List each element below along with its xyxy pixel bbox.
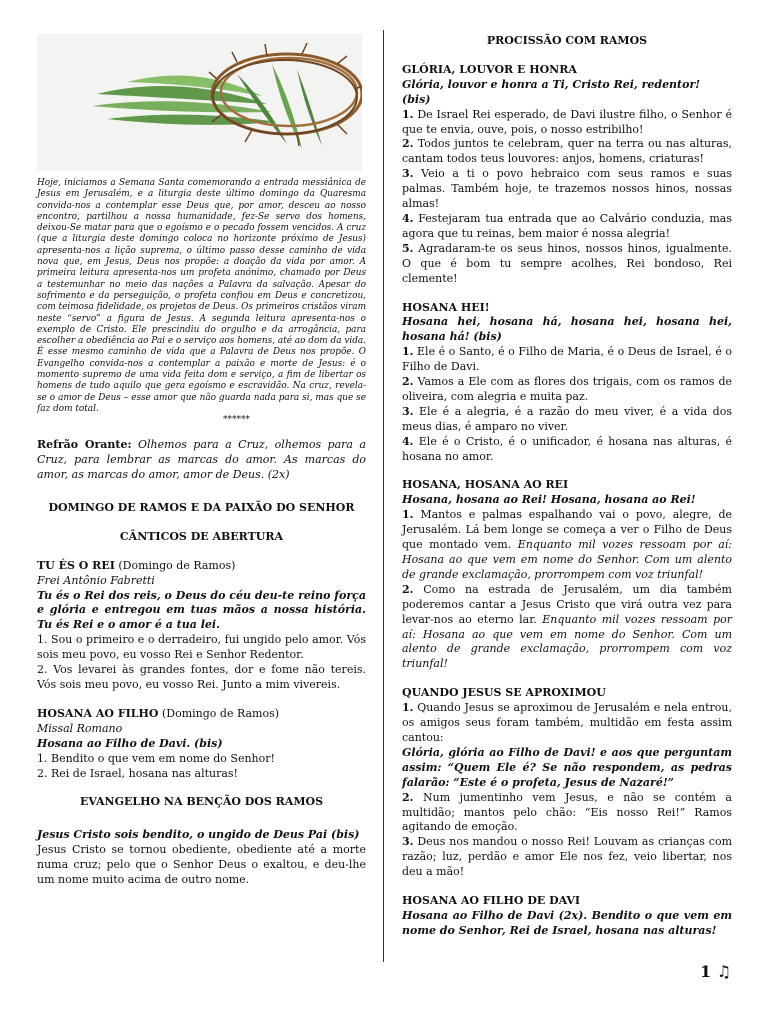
page-number-text: 1 [700,962,712,981]
verse-number: 2. [402,582,414,596]
verse-text: Mantos e palmas espalhando vai o povo, alegre, de Jerusalém. Lá bem longe se começa a ver o Filho de Deus que montado vem. [402,508,732,552]
song-title-text: TU ÉS O REI [37,558,115,572]
verse-number: 3. [402,167,414,181]
song-author: Frei Antônio Fabretti [37,573,155,587]
verse-text: Deus nos mandou o nosso Rei! Louvam as crianças com razão; luz, perdão e amor Ele nos fez, veio libertar, nos deu a mão! [402,835,732,879]
crown-and-palm-illustration [37,34,362,171]
song-verse [402,137,732,167]
song-verse [402,375,732,405]
heading-domingo-de-ramos: DOMINGO DE RAMOS E DA PAIXÃO DO SENHOR [48,500,355,514]
song-author: Missal Romano [37,721,123,735]
song-title-hosana-ao-rei: HOSANA, HOSANA AO REI [402,478,569,492]
song-refrain: Jesus Cristo sois bendito, o ungido de Deus Pai (bis) [37,828,360,842]
verse-text: Agradaram-te os seus hinos, nossos hinos, igualmente. O que é bom tu sempre acolhes, Rei bondoso, Rei clemente! [402,241,732,285]
refrao-label: Refrão Orante: [37,438,132,452]
song-title-hosana-ao-filho-de-davi: HOSANA AO FILHO DE DAVI [402,894,581,908]
song-title-hosana-hei: HOSANA HEI! [402,300,490,314]
verse-text: Ele é o Cristo, é o unificador, é hosana nas alturas, é hosana no amor. [402,434,732,463]
verse-italic-text: Enquanto mil vozes ressoam por aí: Hosana ao que vem em nome do Senhor. Com um alento de grande exclamação, prorrompem com voz triunfal! [402,538,732,581]
song-verse [402,791,732,836]
song-title-hosana-ao-filho [37,707,366,722]
song-verse: 1. Sou o primeiro e o derradeiro, fui ungido pelo amor. Vós sois meu povo, eu vosso Rei e Senhor Redentor. [37,633,366,662]
song-title-quando-jesus: QUANDO JESUS SE APROXIMOU [402,686,606,700]
song-title-tu-es-o-rei [37,559,366,574]
intro-paragraph: Hoje, iniciamos a Semana Santa comemorando a entrada messiânica de Jesus em Jerusalém, e a liturgia deste último domingo da Quaresma convida-nos a contemplar esse Deus que, por amor, desceu ao nosso encontro, partilhou a nossa humanidade, fez-Se servo dos homens, deixou-Se matar para que o egoísmo e o pecado fossem vencidos. A cruz (que a liturgia deste domingo coloca no horizonte próximo de Jesus) apresenta-nos a lição suprema, o último passo desse caminho de vida nova que, em Jesus, Deus nos propõe: a doação da vida por amor. A primeira leitura apresenta-nos um profeta anónimo, chamado por Deus a testemunhar no meio das nações a Palavra da salvação. Apesar do sofrimento e da perseguição, o profeta confiou em Deus e concretizou, com teimosa fidelidade, os projetos de Deus. Os primeiros cristãos viram neste “servo” a figura de Jesus. A segunda leitura apresenta-nos o exemplo de Cristo. Ele prescindiu do orgulho e da arrogância, para escolher a obediência ao Pai e o serviço aos homens, até ao dom da vida. É esse mesmo caminho de vida que a Palavra de Deus nos propõe. O Evangelho convida-nos a contemplar a paixão e morte de Jesus: é o momento supremo de uma vida feita dom e serviço, a fim de libertar os homens de tudo aquilo que gera egoísmo e escravidão. Na cruz, revela-se o amor de Deus – esse amor que não guarda nada para si, mas que se faz dom total. [37,178,366,414]
verse-number: 4. [402,211,414,225]
verse-number: 3. [402,404,414,418]
song-verse [402,345,732,375]
verse-text: Vamos a Ele com as flores dos trigais, com os ramos de oliveira, com alegria e muita paz. [402,375,732,403]
song-refrain: Tu és o Rei dos reis, o Deus do céu deu-te reino força e glória e entregou em tuas mãos a nossa história. Tu és Rei e o amor é a tua lei. [37,588,366,632]
song-verse: 1. Bendito o que vem em nome do Senhor! [37,751,275,765]
column-divider [383,30,384,962]
song-verse [402,212,732,242]
music-note-icon: ♫ [716,962,732,981]
song-refrain: Glória, louvor e honra a Ti, Cristo Rei, redentor! (bis) [402,77,701,106]
verse-number: 3. [402,835,414,849]
heading-canticos-de-abertura: CÂNTICOS DE ABERTURA [119,529,284,543]
verse-number: 1. [402,107,414,121]
verse-text: Todos juntos te celebram, quer na terra ou nas alturas, cantam todos teus louvores: anjos, homens, criaturas! [402,137,732,166]
verse-text: Festejaram tua entrada que ao Calvário conduzia, mas agora que tu reinas, bem maior é nossa alegria! [402,211,732,240]
song-verse [402,835,732,880]
verse-text: Como na estrada de Jerusalém, um dia também poderemos cantar a Jesus Cristo que virá outra vez para levar-nos ao eterno lar. [402,582,732,626]
verse-number: 5. [402,241,414,255]
verse-number: 2. [402,137,414,151]
separator-stars: ****** [223,415,250,426]
refrao-text: Olhemos para a Cruz, olhemos para a Cruz, para lembrar as marcas do amor. As marcas do amor, as marcas do amor, amor de Deus. (2x) [37,438,366,482]
verse-number: 4. [402,434,414,448]
right-column [402,30,732,939]
heading-procissao: PROCISSÃO COM RAMOS [486,34,648,47]
song-subtitle: (Domingo de Ramos) [158,706,280,720]
crown-of-thorns-image [37,34,362,171]
song-title-gloria: GLÓRIA, LOUVOR E HONRA [402,62,577,76]
verse-number: 1. [402,701,414,715]
song-verse [402,435,732,465]
song-refrain: Hosana ao Filho de Davi (2x). Bendito o que vem em nome do Senhor, Rei de Israel, hosana nas alturas! [402,908,732,937]
verse-number: 1. [402,508,414,522]
page-number [700,962,731,981]
song-verse [402,508,732,583]
verse-text: Ele é o Santo, é o Filho de Maria, é o Deus de Israel, é o Filho de Davi. [402,345,732,374]
song-subtitle: (Domingo de Ramos) [114,558,236,572]
verse-number: 1. [402,345,414,359]
song-verse [402,167,732,212]
song-verse: 2. Rei de Israel, hosana nas alturas! [37,766,238,780]
verse-text: De Israel Rei esperado, de Davi ilustre filho, o Senhor é que te envia, ouve, pois, o nosso estribilho! [402,107,732,136]
song-verse [402,701,732,746]
song-refrain: Hosana hei, hosana há, hosana hei, hosana hei, hosana há! (bis) [402,315,732,344]
song-refrain: Hosana ao Filho de Davi. (bis) [37,736,223,750]
verse-number: 2. [402,790,414,804]
song-verse: Jesus Cristo se tornou obediente, obediente até a morte numa cruz; pelo que o Senhor Deus o exaltou, e deu-lhe um nome muito acima de outro nome. [37,843,366,887]
verse-text: Ele é a alegria, é a razão do meu viver, é a vida dos meus dias, é amparo no viver. [402,404,732,433]
song-refrain: Glória, glória ao Filho de Davi! e aos que perguntam assim: “Quem Ele é? Se não respondem, as pedras falarão: “Este é o profeta, Jesus de Nazaré!” [402,745,732,789]
verse-text: Num jumentinho vem Jesus, e não se contém a multidão; mantos pelo chão: “Eis nosso Rei!” Ramos agitando de emoção. [402,790,732,834]
song-verse [402,242,732,287]
song-verse [402,108,732,138]
song-verse [402,405,732,435]
song-title-text: HOSANA AO FILHO [37,706,159,720]
verse-text: Quando Jesus se aproximou de Jerusalém e nela entrou, os amigos seus foram também, multidão em festa assim cantou: [402,701,732,744]
verse-text: Veio a ti o povo hebraico com seus ramos e suas palmas. Também hoje, te trazemos nossos hinos, nossas almas! [402,167,732,211]
verse-number: 2. [402,375,414,389]
song-verse [402,583,732,672]
heading-evangelho: EVANGELHO NA BENÇÃO DOS RAMOS [79,795,324,809]
verse-italic-text: Enquanto mil vozes ressoam por aí: Hosana ao que vem em nome do Senhor. Com um alento de grande exclamação, prorrompem com voz triunfal! [402,612,732,671]
left-column [37,30,366,888]
song-refrain: Hosana, hosana ao Rei! Hosana, hosana ao Rei! [402,493,696,507]
refrao-orante [37,438,366,483]
song-verse: 2. Vos levarei às grandes fontes, dor e fome não tereis. Vós sois meu povo, eu vosso Rei. Junto a mim vivereis. [37,663,366,692]
